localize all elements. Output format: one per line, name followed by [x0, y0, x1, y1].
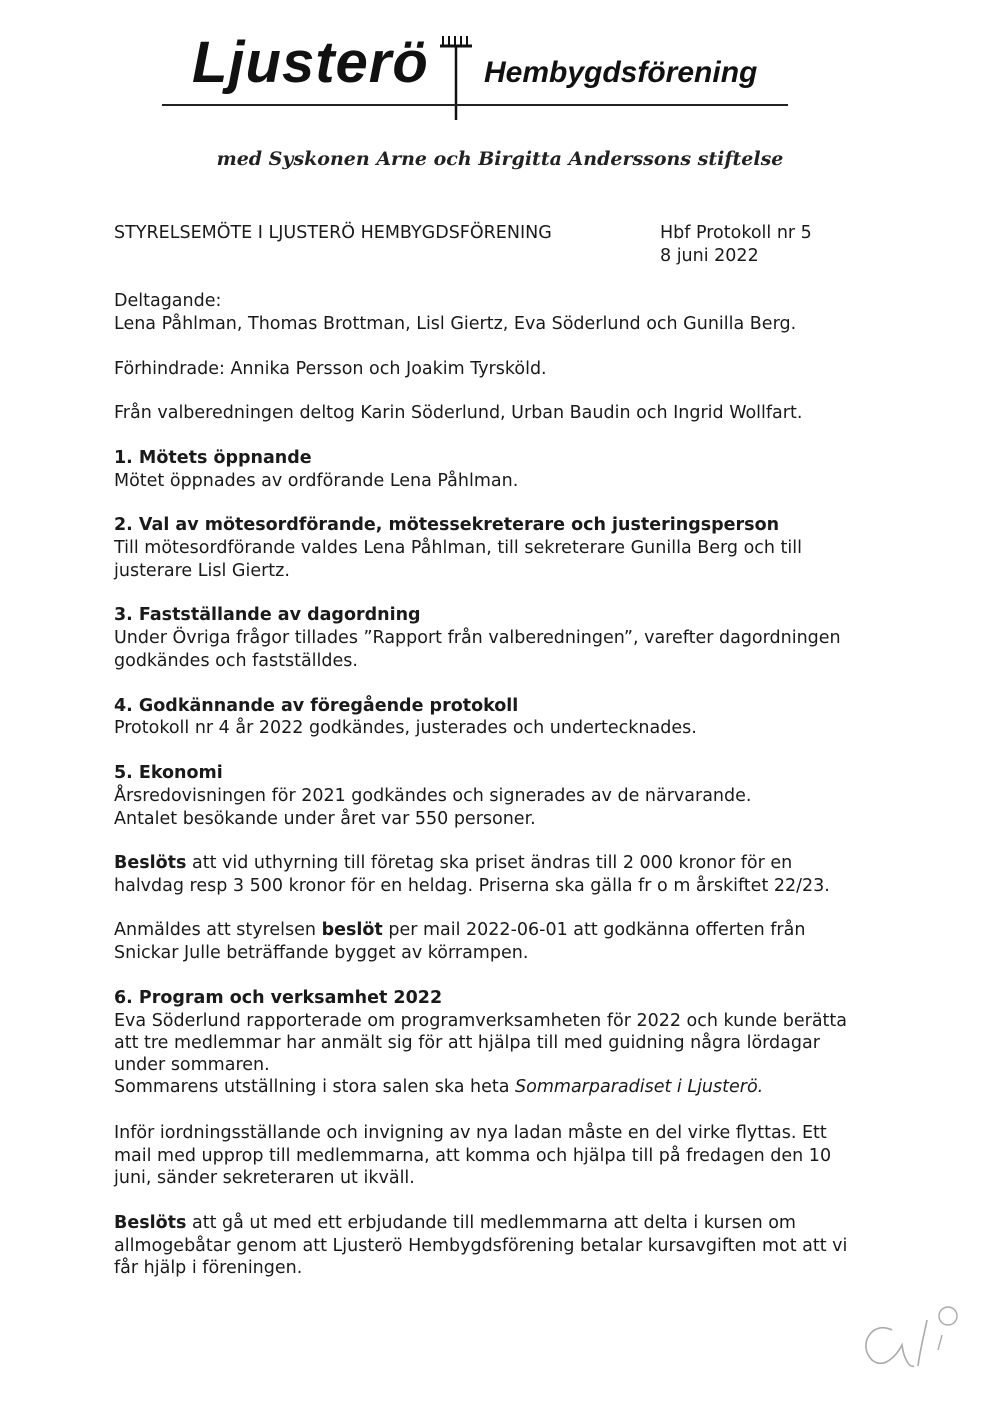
section-6-p3-line3: får hjälp i föreningen. — [114, 1258, 303, 1278]
section-6-p3-line1 — [114, 1212, 796, 1235]
meeting-date: 8 juni 2022 — [660, 246, 759, 266]
decision-keyword: Beslöts — [114, 853, 187, 873]
logo-wordmark: Ljusterö — [192, 30, 429, 95]
exhibition-pre: Sommarens utställning i stora salen ska heta — [114, 1077, 516, 1097]
attendance-names: Lena Påhlman, Thomas Brottman, Lisl Giertz, Eva Söderlund och Gunilla Berg. — [114, 314, 797, 334]
section-2-text-line2: justerare Lisl Giertz. — [114, 561, 290, 581]
section-3-heading: 3. Fastställande av dagordning — [114, 605, 421, 625]
section-6-p3-line2: allmogebåtar genom att Ljusterö Hembygdsförening betalar kursavgiften mot att vi — [114, 1236, 848, 1256]
protocol-number: Hbf Protokoll nr 5 — [660, 223, 812, 243]
decision-keyword-2: Beslöts — [114, 1213, 187, 1233]
decision-text: att vid uthyrning till företag ska priset ändras till 2 000 kronor för en — [186, 853, 793, 873]
committee-attendance: Från valberedningen deltog Karin Söderlund, Urban Baudin och Ingrid Wollfart. — [114, 403, 803, 423]
section-5-notice-line2: Snickar Julle beträffande bygget av körrampen. — [114, 943, 529, 963]
logo-underline — [162, 104, 788, 106]
section-5-decision-line2: halvdag resp 3 500 kronor för en heldag. Priserna ska gälla fr o m årskiftet 22/23. — [114, 876, 830, 896]
section-1-heading: 1. Mötets öppnande — [114, 448, 312, 468]
section-5-decision-line1 — [114, 852, 792, 875]
decision-text-2: att gå ut med ett erbjudande till medlemmarna att delta i kursen om — [186, 1213, 796, 1233]
handwritten-initials — [852, 1290, 972, 1390]
section-4-text: Protokoll nr 4 år 2022 godkändes, justerades och undertecknades. — [114, 718, 697, 738]
notice-text: per mail 2022-06-01 att godkänna offerten från — [382, 920, 806, 940]
notice-pre: Anmäldes att styrelsen — [114, 920, 322, 940]
exhibition-name: Sommarparadiset i Ljusterö. — [515, 1077, 764, 1097]
foundation-subtitle: med Syskonen Arne och Birgitta Anderssons stiftelse — [216, 148, 784, 170]
section-1-text: Mötet öppnades av ordförande Lena Påhlman. — [114, 471, 519, 491]
section-5-heading: 5. Ekonomi — [114, 763, 223, 783]
section-6-p2-line3: juni, sänder sekreteraren ut ikväll. — [114, 1168, 415, 1188]
section-4-heading: 4. Godkännande av föregående protokoll — [114, 696, 519, 716]
section-6-p2-line1: Inför iordningsställande och invigning av nya ladan måste en del virke flyttas. Ett — [114, 1123, 827, 1143]
section-6-text-line2: att tre medlemmar har anmält sig för att hjälpa till med guidning några lördagar — [114, 1033, 820, 1053]
section-6-p2-line2: mail med upprop till medlemmarna, att komma och hjälpa till på fredagen den 10 — [114, 1146, 832, 1166]
section-6-heading: 6. Program och verksamhet 2022 — [114, 988, 443, 1008]
rake-logo-icon — [436, 32, 476, 122]
section-6-text-line1: Eva Söderlund rapporterade om programverksamheten för 2022 och kunde berätta — [114, 1011, 847, 1031]
section-6-text-line4 — [114, 1076, 763, 1099]
section-5-notice-line1 — [114, 919, 805, 942]
logo-org-name: Hembygdsförening — [484, 56, 758, 89]
section-5-text-line1: Årsredovisningen för 2021 godkändes och signerades av de närvarande. — [114, 786, 752, 806]
meeting-title: STYRELSEMÖTE I LJUSTERÖ HEMBYGDSFÖRENING — [114, 223, 552, 243]
section-3-text-line1: Under Övriga frågor tillades ”Rapport från valberedningen”, varefter dagordningen — [114, 628, 841, 648]
absent-members: Förhindrade: Annika Persson och Joakim Tyrsköld. — [114, 359, 547, 379]
notice-keyword: beslöt — [321, 920, 383, 940]
section-5-text-line2: Antalet besökande under året var 550 personer. — [114, 809, 536, 829]
attendance-label: Deltagande: — [114, 291, 222, 311]
section-2-heading: 2. Val av mötesordförande, mötessekreterare och justeringsperson — [114, 515, 780, 535]
section-6-text-line3: under sommaren. — [114, 1055, 270, 1075]
section-2-text-line1: Till mötesordförande valdes Lena Påhlman, till sekreterare Gunilla Berg och till — [114, 538, 803, 558]
section-3-text-line2: godkändes och fastställdes. — [114, 651, 358, 671]
